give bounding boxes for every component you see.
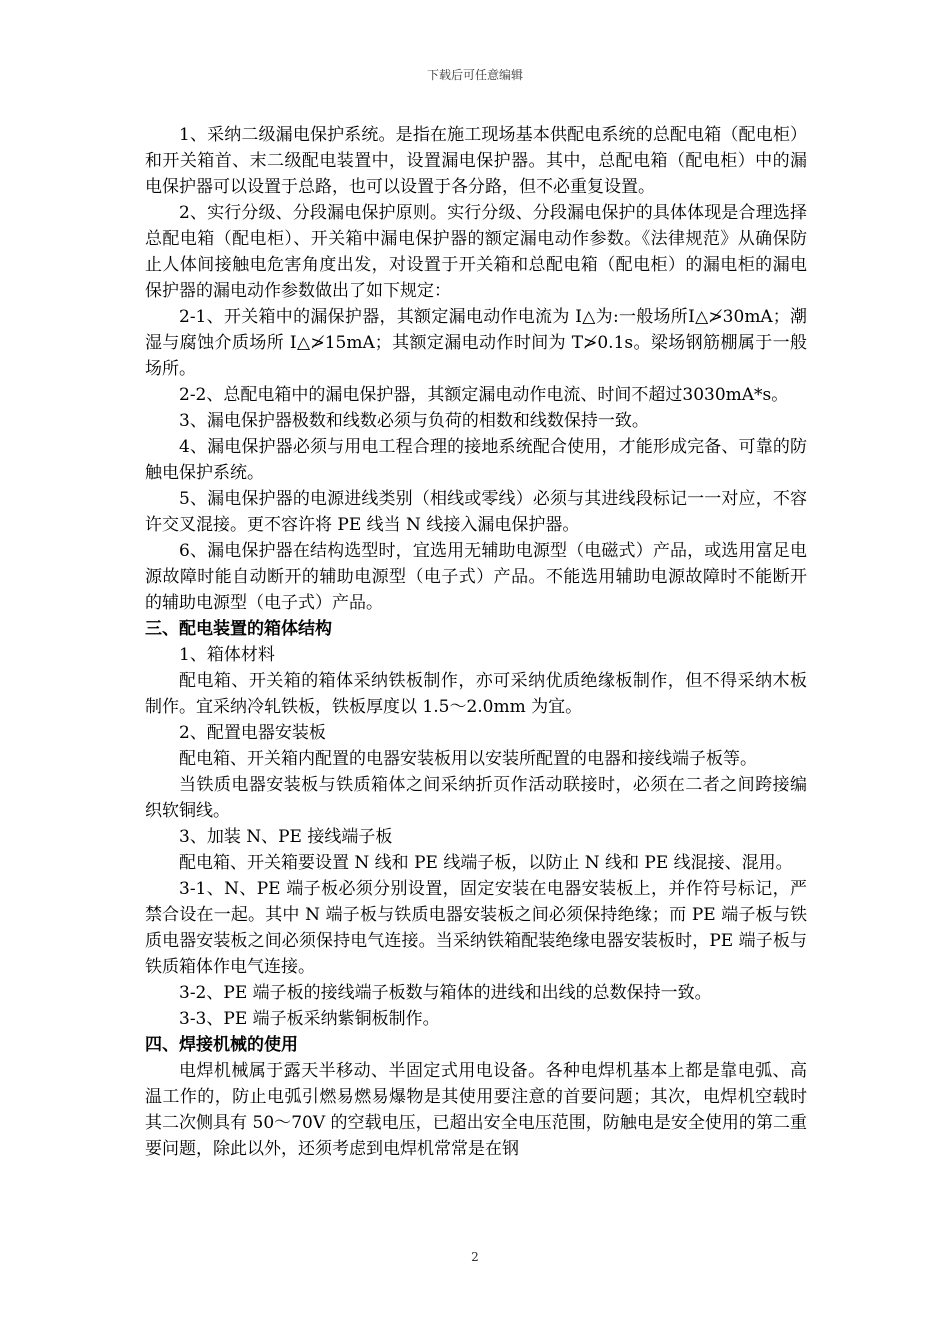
section-heading: 三、配电装置的箱体结构 <box>145 619 332 639</box>
paragraph: 2-2、总配电箱中的漏电保护器，其额定漏电动作电流、时间不超过3030mA*s。 <box>179 385 789 405</box>
paragraph: 2-1、开关箱中的漏保护器，其额定漏电动作电流为 I△为:一般场所I△≯30mA；潮湿与腐蚀介质场所 I△≯15mA；其额定漏电动作时间为 T≯0.1s。梁场钢筋棚属于一般场所。 <box>145 307 807 379</box>
paragraph: 3-1、N、PE 端子板必须分别设置，固定安装在电器安装板上，并作符号标记，严禁合设在一起。其中 N 端子板与铁质电器安装板之间必须保持绝缘；而 PE 端子板与铁质电器安装板之间必须保持电气连接。当采纳铁箱配装绝缘电器安装板时，PE 端子板与铁质箱体作电气连接。 <box>145 879 807 977</box>
paragraph: 3-2、PE 端子板的接线端子板数与箱体的进线和出线的总数保持一致。 <box>179 983 712 1003</box>
paragraph: 配电箱、开关箱内配置的电器安装板用以安装所配置的电器和接线端子板等。 <box>179 749 757 769</box>
paragraph: 1、采纳二级漏电保护系统。是指在施工现场基本供配电系统的总配电箱（配电柜）和开关箱首、末二级配电装置中，设置漏电保护器。其中，总配电箱（配电柜）中的漏电保护器可以设置于总路，也可以设置于各分路，但不必重复设置。 <box>145 125 807 197</box>
paragraph: 配电箱、开关箱要设置 N 线和 PE 线端子板，以防止 N 线和 PE 线混接、混用。 <box>179 853 793 873</box>
page-header: 下载后可任意编辑 <box>426 68 523 82</box>
document-body <box>145 122 807 1162</box>
paragraph: 配电箱、开关箱的箱体采纳铁板制作，亦可采纳优质绝缘板制作，但不得采纳木板制作。宜采纳冷轧铁板，铁板厚度以 1.5～2.0mm 为宜。 <box>145 671 807 717</box>
paragraph: 2、实行分级、分段漏电保护原则。实行分级、分段漏电保护的具体体现是合理选择总配电箱（配电柜）、开关箱中漏电保护器的额定漏电动作参数。《法律规范》从确保防止人体间接触电危害角度出发，对设置于开关箱和总配电箱（配电柜）的漏电柜的漏电保护器的漏电动作参数做出了如下规定： <box>145 203 807 301</box>
paragraph: 3-3、PE 端子板采纳紫铜板制作。 <box>179 1009 440 1029</box>
paragraph: 3、漏电保护器极数和线数必须与负荷的相数和线数保持一致。 <box>179 411 649 431</box>
paragraph: 5、漏电保护器的电源进线类别（相线或零线）必须与其进线段标记一一对应，不容许交叉混接。更不容许将 PE 线当 N 线接入漏电保护器。 <box>145 489 807 535</box>
paragraph: 4、漏电保护器必须与用电工程合理的接地系统配合使用，才能形成完备、可靠的防触电保护系统。 <box>145 437 807 483</box>
page-number: 2 <box>471 1250 479 1264</box>
paragraph: 1、箱体材料 <box>179 645 275 665</box>
section-heading: 四、焊接机械的使用 <box>145 1035 298 1055</box>
paragraph: 6、漏电保护器在结构选型时，宜选用无辅助电源型（电磁式）产品，或选用富足电源故障时能自动断开的辅助电源型（电子式）产品。不能选用辅助电源故障时不能断开的辅助电源型（电子式）产品。 <box>145 541 807 613</box>
paragraph: 电焊机械属于露天半移动、半固定式用电设备。各种电焊机基本上都是靠电弧、高温工作的，防止电弧引燃易燃易爆物是其使用要注意的首要问题；其次，电焊机空载时其二次侧具有 50～70V 的空载电压，已超出安全电压范围，防触电是安全使用的第二重要问题，除此以外，还须考虑到电焊机常常是在钢 <box>145 1061 807 1159</box>
paragraph: 3、加装 N、PE 接线端子板 <box>179 827 393 847</box>
paragraph: 2、配置电器安装板 <box>179 723 326 743</box>
paragraph: 当铁质电器安装板与铁质箱体之间采纳折页作活动联接时，必须在二者之间跨接编织软铜线。 <box>145 775 807 821</box>
